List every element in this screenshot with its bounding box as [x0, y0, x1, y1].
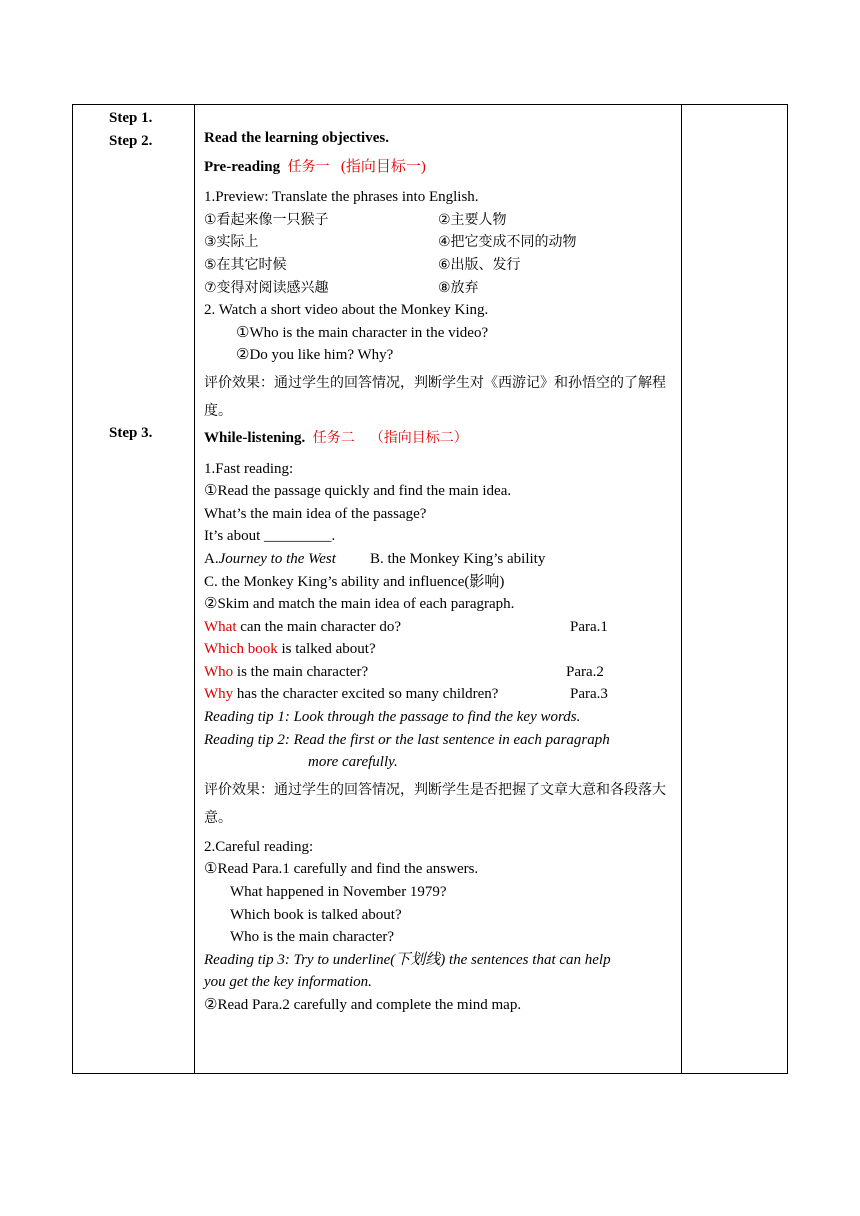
video-question-2: ②Do you like him? Why? [236, 347, 394, 364]
column-divider-1 [194, 105, 195, 1073]
while-listening-target: （指向目标二） [369, 429, 468, 446]
careful-reading-line: ②Read Para.2 carefully and complete the mind map. [204, 997, 522, 1013]
match-row: Who is the main character? Para.2 [204, 663, 604, 680]
fast-reading-title: 1.Fast reading: [204, 460, 294, 477]
while-listening-label: While-listening. [204, 429, 306, 446]
pre-reading-heading [204, 156, 679, 179]
pre-reading-label: Pre-reading [204, 158, 281, 175]
fast-reading-line: It’s about _________. [204, 528, 336, 545]
match-row: Which book is talked about? [204, 641, 376, 658]
match-row: Why has the character excited so many children? Para.3 [204, 686, 608, 703]
step-1: Step 1. [109, 110, 153, 126]
careful-reading-line: ①Read Para.1 carefully and find the answers. [204, 861, 479, 878]
careful-question: Who is the main character? [230, 929, 395, 946]
phrase-row: ⑤在其它时候 ⑥出版、发行 [204, 256, 521, 273]
reading-tip-3-cont: you get the key information. [204, 974, 372, 991]
pre-reading-task: 任务一 [287, 158, 330, 175]
evaluation-2: 评价效果：通过学生的回答情况，判断学生是否把握了文章大意和各段落大意。 [204, 781, 666, 826]
reading-tip-2: Reading tip 2: Read the first or the last sentence in each paragraph [204, 731, 610, 748]
fast-reading-line: ①Read the passage quickly and find the main idea. [204, 483, 512, 500]
phrase-row: ⑦变得对阅读感兴趣 ⑧放弃 [204, 279, 479, 296]
phrase-row: ①看起来像一只猴子 ②主要人物 [204, 211, 507, 228]
preview-title: 1.Preview: Translate the phrases into English. [204, 189, 479, 206]
video-question-1: ①Who is the main character in the video? [236, 324, 489, 341]
reading-tip-2-cont: more carefully. [308, 754, 398, 771]
while-listening-task: 任务二 [312, 429, 355, 446]
step-2: Step 2. [109, 133, 153, 149]
reading-tip-1: Reading tip 1: Look through the passage to find the key words. [204, 709, 581, 726]
while-listening-heading [204, 427, 679, 450]
option-c: C. the Monkey King’s ability and influence(影响) [204, 573, 505, 590]
step-3: Step 3. [109, 425, 153, 441]
evaluation-1: 评价效果：通过学生的回答情况，判断学生对《西游记》和孙悟空的了解程度。 [204, 374, 666, 419]
objectives-heading: Read the learning objectives. [204, 130, 389, 146]
lesson-content [204, 127, 679, 1017]
fast-reading-line: ②Skim and match the main idea of each paragraph. [204, 596, 515, 613]
match-row: What can the main character do? Para.1 [204, 618, 608, 635]
phrase-row: ③实际上 ④把它变成不同的动物 [204, 234, 577, 251]
careful-question: What happened in November 1979? [230, 884, 447, 901]
reading-tip-3: Reading tip 3: Try to underline(下划线) the sentences that can help [204, 951, 611, 968]
careful-question: Which book is talked about? [230, 906, 402, 923]
lesson-table [72, 104, 788, 1074]
video-title: 2. Watch a short video about the Monkey King. [204, 302, 489, 319]
fast-reading-line: What’s the main idea of the passage? [204, 505, 427, 522]
careful-reading-title: 2.Careful reading: [204, 838, 314, 855]
pre-reading-target: (指向目标一) [340, 158, 426, 175]
option-a-b: A.Journey to the West B. the Monkey King’s ability [204, 550, 546, 567]
column-divider-2 [681, 105, 682, 1073]
